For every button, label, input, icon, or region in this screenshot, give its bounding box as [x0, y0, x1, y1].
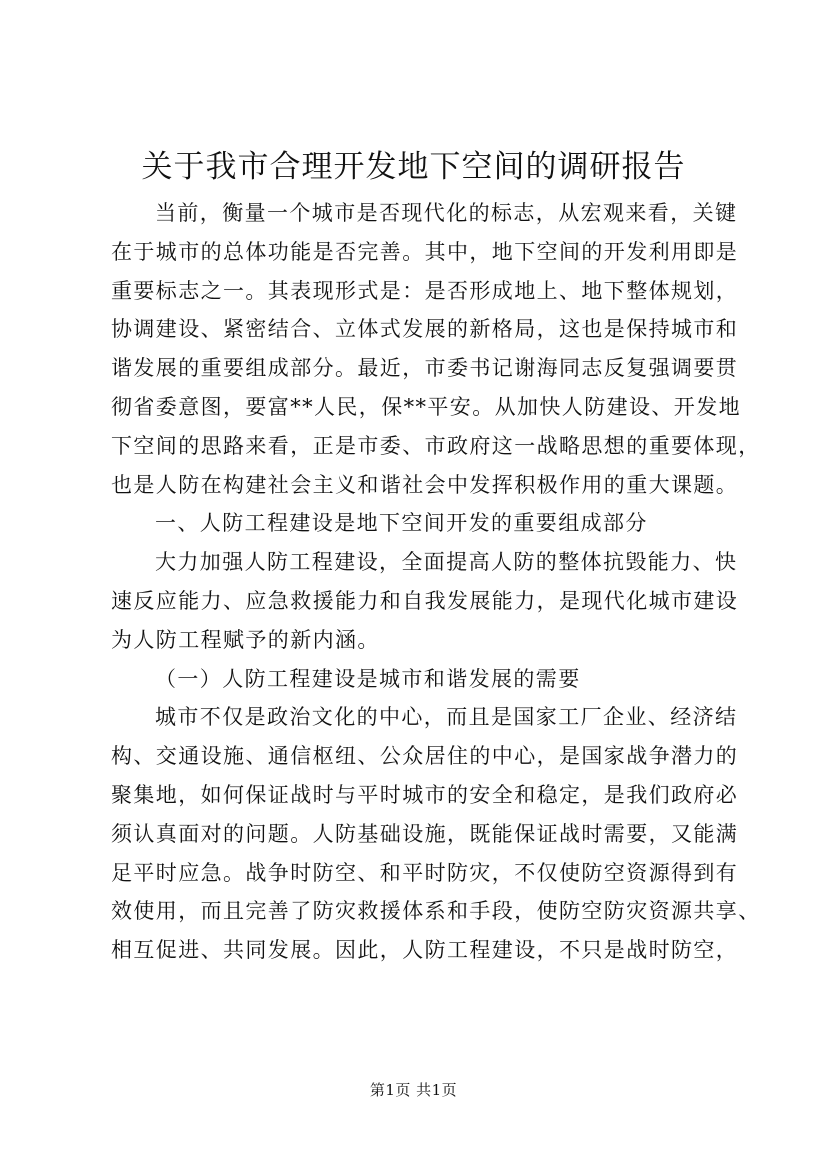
document-title: 关于我市合理开发地下空间的调研报告	[141, 149, 686, 185]
text-line: 为人防工程赋予的新内涵。	[111, 627, 380, 652]
section-heading: 一、人防工程建设是地下空间开发的重要组成部分	[155, 511, 648, 536]
text-line: 效使用，而且完善了防灾救援体系和手段，使防空防灾资源共享、	[111, 899, 761, 924]
text-line: 当前，衡量一个城市是否现代化的标志，从宏观来看，关键	[155, 201, 738, 225]
text-line: 大力加强人防工程建设，全面提高人防的整体抗毁能力、快	[155, 550, 738, 575]
text-line: 相互促进、共同发展。因此，人防工程建设，不只是战时防空，	[111, 938, 739, 963]
text-line: 城市不仅是政治文化的中心，而且是国家工厂企业、经济结	[155, 705, 738, 730]
text-line: 聚集地，如何保证战时与平时城市的安全和稳定，是我们政府必	[111, 782, 739, 807]
text-line: 协调建设、紧密结合、立体式发展的新格局，这也是保持城市和	[111, 317, 739, 342]
subsection-heading: （一）人防工程建设是城市和谐发展的需要	[155, 666, 581, 691]
text-line: 在于城市的总体功能是否完善。其中，地下空间的开发利用即是	[111, 239, 739, 264]
text-line: 下空间的思路来看，正是市委、市政府这一战略思想的重要体现，	[111, 433, 761, 458]
text-line: 须认真面对的问题。人防基础设施，既能保证战时需要，又能满	[111, 821, 739, 846]
text-line: 构、交通设施、通信枢纽、公众居住的中心，是国家战争潜力的	[111, 744, 739, 769]
document-body	[111, 194, 761, 970]
text-line: 速反应能力、应急救援能力和自我发展能力，是现代化城市建设	[111, 588, 739, 613]
text-line: 彻省委意图，要富**人民，保**平安。从加快人防建设、开发地	[111, 394, 741, 419]
text-line: 也是人防在构建社会主义和谐社会中发挥积极作用的重大课题。	[111, 472, 739, 497]
text-line: 谐发展的重要组成部分。最近，市委书记谢海同志反复强调要贯	[111, 356, 739, 381]
text-line: 重要标志之一。其表现形式是：是否形成地上、地下整体规划，	[111, 278, 739, 303]
text-line: 足平时应急。战争时防空、和平时防灾，不仅使防空资源得到有	[111, 860, 739, 885]
page-footer: 第1页 共1页	[369, 1081, 458, 1099]
